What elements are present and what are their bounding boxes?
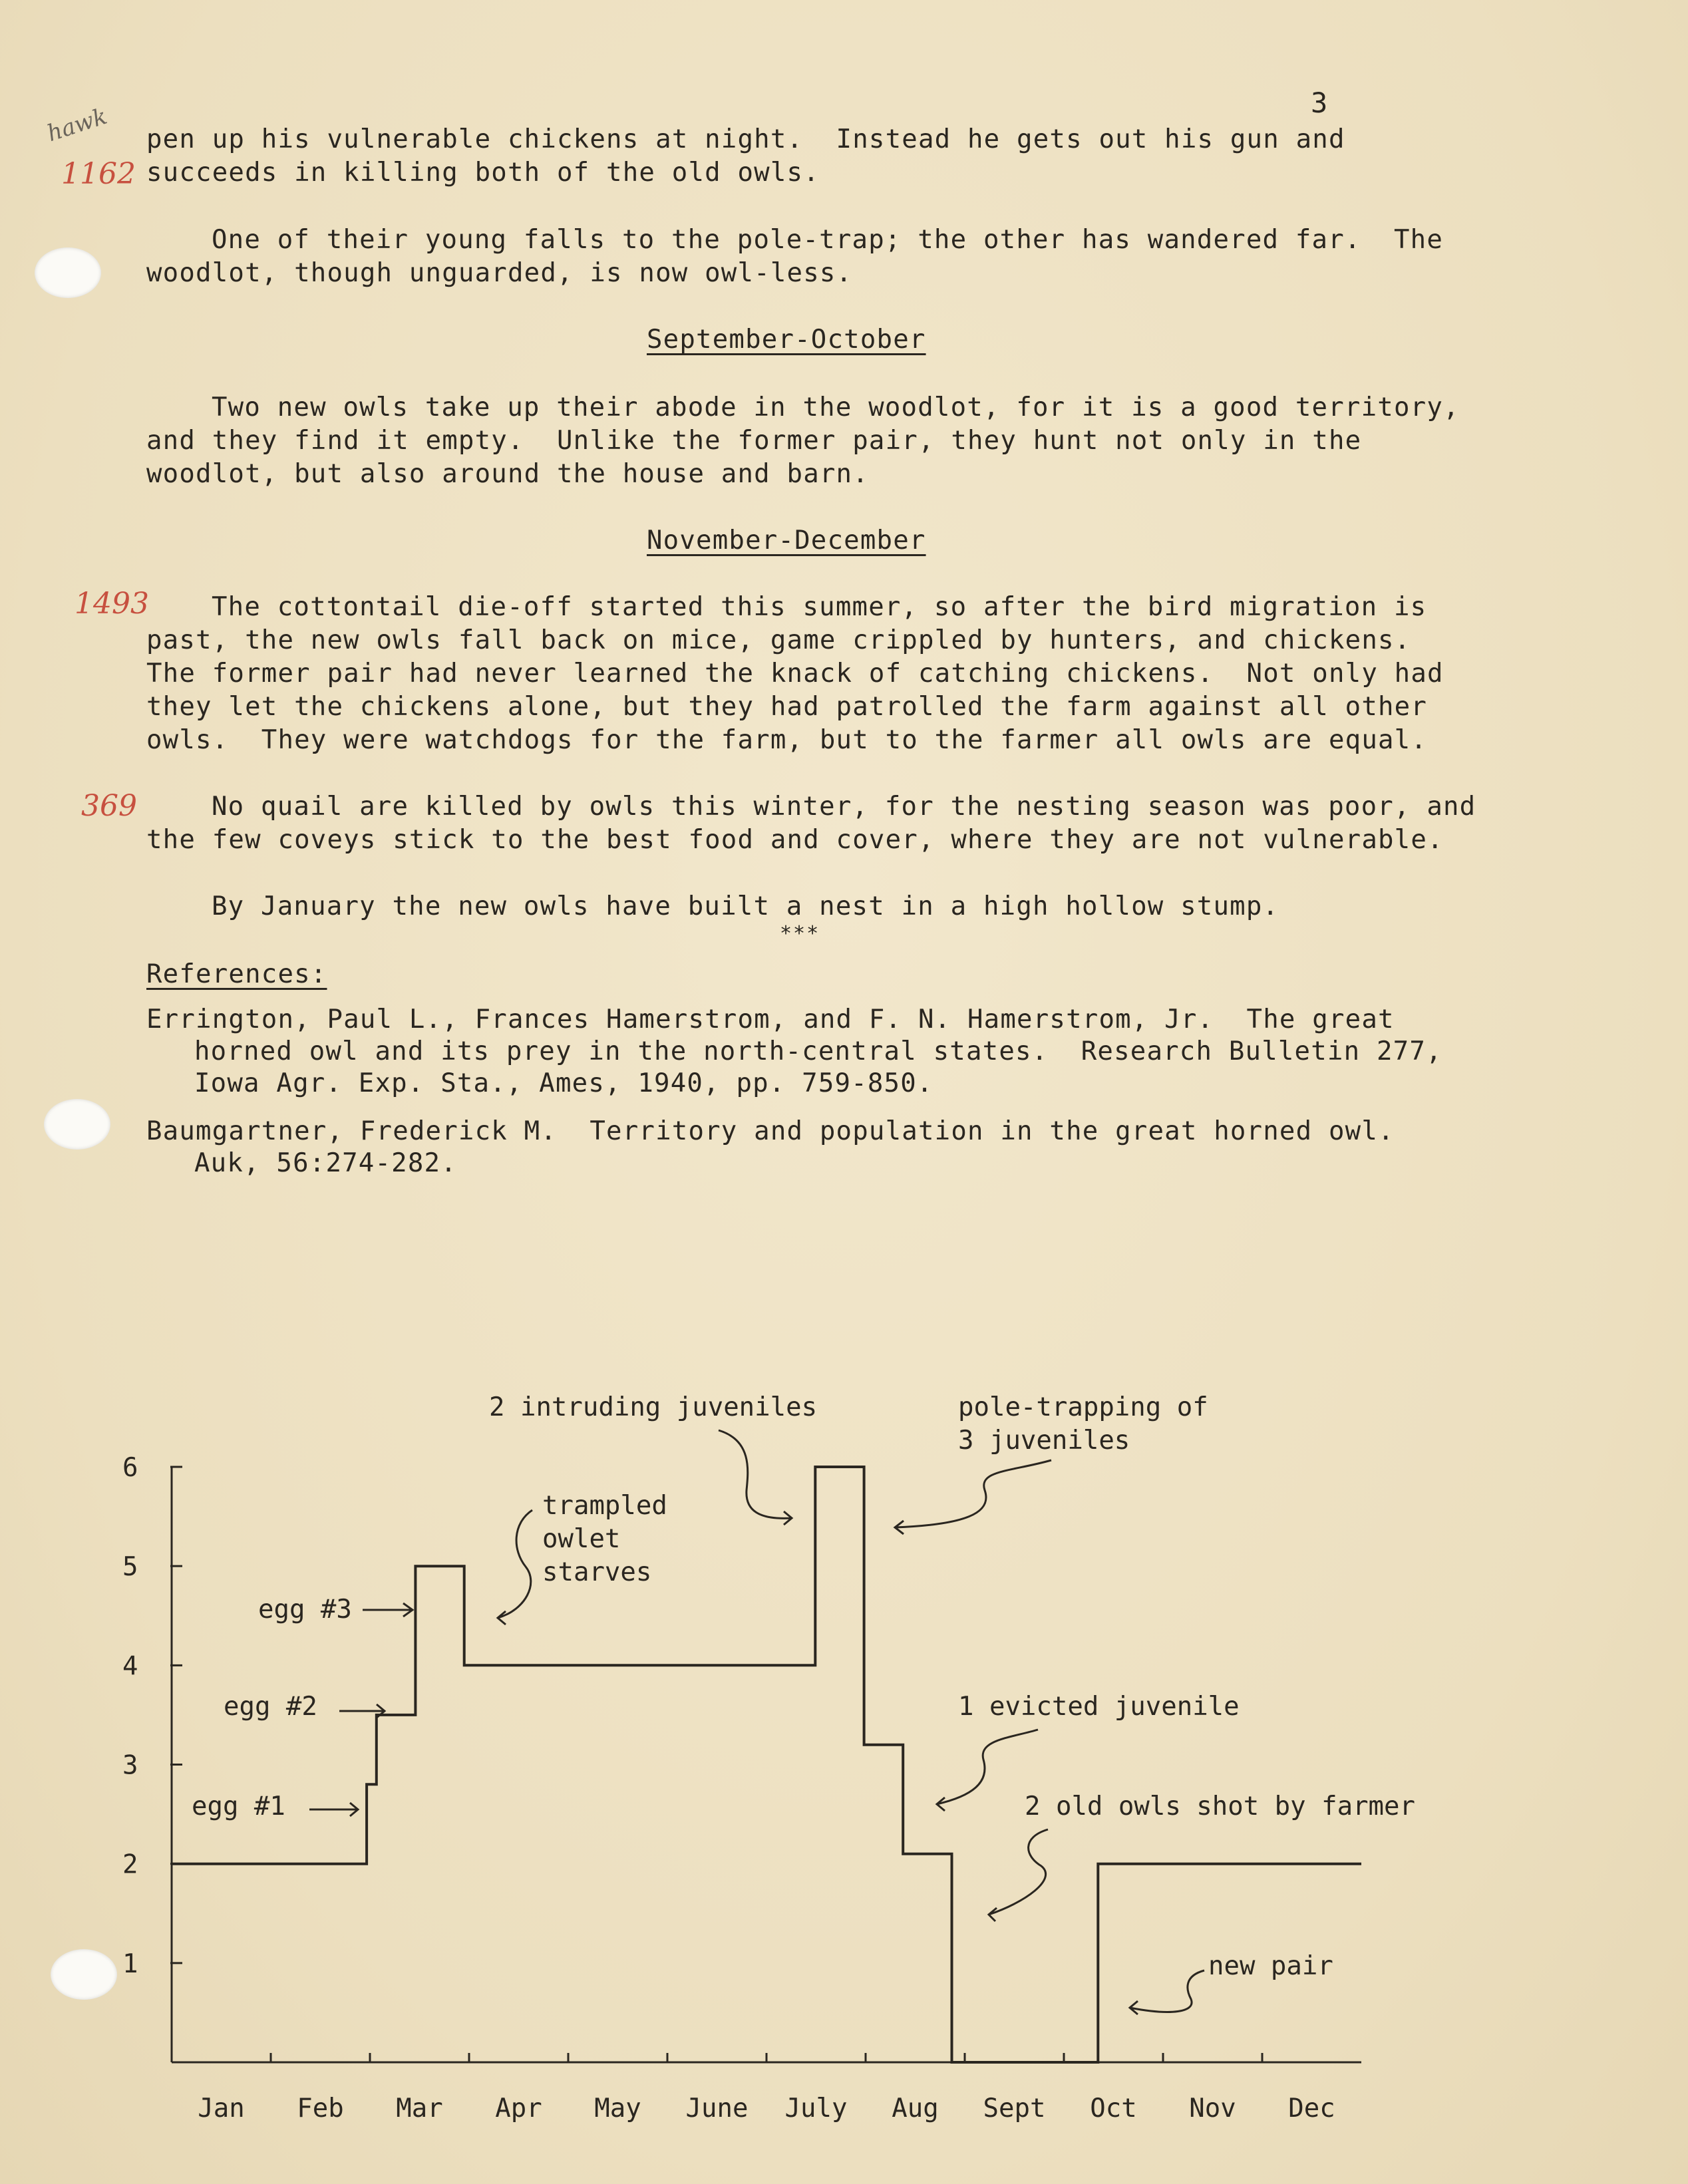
annotation-intruding: 2 intruding juveniles [489, 1392, 818, 1422]
x-tick-label: Jan [198, 2094, 245, 2123]
y-tick-label: 4 [122, 1651, 138, 1682]
body-text-line: One of their young falls to the pole-trap; the other has wandered far. The [212, 225, 1443, 255]
margin-note-1162: 1162 [61, 157, 136, 191]
body-text-line: The former pair had never learned the knack of catching chickens. Not only had [146, 659, 1444, 689]
annotation-poletrap-2: 3 juveniles [958, 1426, 1130, 1456]
body-text-line: and they find it empty. Unlike the former pair, they hunt not only in the [146, 426, 1362, 456]
margin-note-369: 369 [81, 789, 137, 823]
intruding-arrow [719, 1430, 792, 1525]
x-tick-label: Oct [1090, 2094, 1137, 2123]
body-text-line: Two new owls take up their abode in the woodlot, for it is a good territory, [212, 392, 1460, 422]
body-text-line: woodlot, but also around the house and barn. [146, 459, 869, 489]
annotation-shot: 2 old owls shot by farmer [1025, 1792, 1415, 1821]
evicted-arrow [937, 1730, 1038, 1811]
egg1-arrow [309, 1803, 358, 1816]
x-tick-label: June [685, 2094, 749, 2123]
egg2-arrow [339, 1704, 385, 1718]
annotation-egg2: egg #2 [224, 1692, 317, 1722]
body-text-line: No quail are killed by owls this winter, for the nesting season was poor, and [212, 792, 1476, 822]
body-text-line: they let the chickens alone, but they had patrolled the farm against all other [146, 692, 1428, 722]
body-text-line: the few coveys stick to the best food and cover, where they are not vulnerable. [146, 825, 1444, 855]
x-tick-label: Apr [495, 2094, 542, 2123]
x-tick-label: Feb [297, 2094, 344, 2123]
body-text-line: pen up his vulnerable chickens at night. Instead he gets out his gun and [146, 124, 1345, 154]
y-tick-label: 1 [122, 1949, 138, 1979]
y-ticks [122, 1453, 182, 1979]
y-tick-label: 2 [122, 1849, 138, 1880]
x-tick-label: Nov [1189, 2094, 1236, 2123]
x-tick-label: May [594, 2094, 641, 2123]
reference-line: horned owl and its prey in the north-central states. Research Bulletin 277, [194, 1036, 1442, 1066]
newpair-arrow [1130, 1970, 1204, 2014]
reference-line: Baumgartner, Frederick M. Territory and population in the great horned owl. [146, 1116, 1395, 1146]
annotation-arrows [309, 1430, 1204, 2014]
annotation-poletrap-1: pole-trapping of [958, 1392, 1208, 1422]
y-tick-label: 5 [122, 1552, 138, 1583]
references-heading: References: [146, 959, 327, 989]
y-tick-label: 3 [122, 1750, 138, 1781]
x-ticks [198, 2053, 1335, 2123]
reference-line: Iowa Agr. Exp. Sta., Ames, 1940, pp. 759-850. [194, 1068, 933, 1098]
population-step-line [172, 1467, 1361, 2062]
annotation-evicted: 1 evicted juvenile [958, 1692, 1240, 1722]
x-tick-label: Dec [1288, 2094, 1335, 2123]
annotation-egg1: egg #1 [192, 1792, 285, 1821]
margin-note-hawk: hawk [44, 102, 110, 148]
reference-line: Errington, Paul L., Frances Hamerstrom, and F. N. Hamerstrom, Jr. The great [146, 1005, 1395, 1034]
section-heading-sep-oct: September-October [647, 325, 926, 355]
annotation-trampled-1: trampled [542, 1491, 667, 1521]
annotation-trampled-3: starves [542, 1557, 652, 1587]
x-tick-label: Sept [983, 2094, 1046, 2123]
body-text-line: past, the new owls fall back on mice, game crippled by hunters, and chickens. [146, 625, 1411, 655]
x-tick-label: Mar [396, 2094, 443, 2123]
section-separator: *** [780, 922, 820, 945]
reference-line: Auk, 56:274-282. [194, 1148, 457, 1178]
annotation-trampled-2: owlet [542, 1524, 621, 1554]
chart-axes [172, 1467, 1361, 2062]
egg3-arrow [363, 1603, 413, 1617]
margin-note-1493: 1493 [75, 587, 149, 621]
body-text-line: The cottontail die-off started this summer, so after the bird migration is [212, 592, 1427, 622]
annotation-newpair: new pair [1208, 1951, 1333, 1981]
x-tick-label: Aug [892, 2094, 939, 2123]
body-text-line: woodlot, though unguarded, is now owl-less. [146, 258, 853, 288]
x-tick-label: July [784, 2094, 848, 2123]
shot-arrow [989, 1829, 1048, 1921]
trampled-arrow [498, 1510, 532, 1625]
page-number: 3 [1311, 86, 1328, 119]
y-tick-label: 6 [122, 1453, 138, 1483]
poletrap-arrow [895, 1460, 1051, 1534]
body-text-line: By January the new owls have built a nest in a high hollow stump. [212, 891, 1279, 921]
body-text-line: owls. They were watchdogs for the farm, but to the farmer all owls are equal. [146, 725, 1428, 755]
section-heading-nov-dec: November-December [647, 526, 926, 555]
annotation-egg3: egg #3 [258, 1595, 352, 1625]
body-text-line: succeeds in killing both of the old owls. [146, 158, 820, 188]
